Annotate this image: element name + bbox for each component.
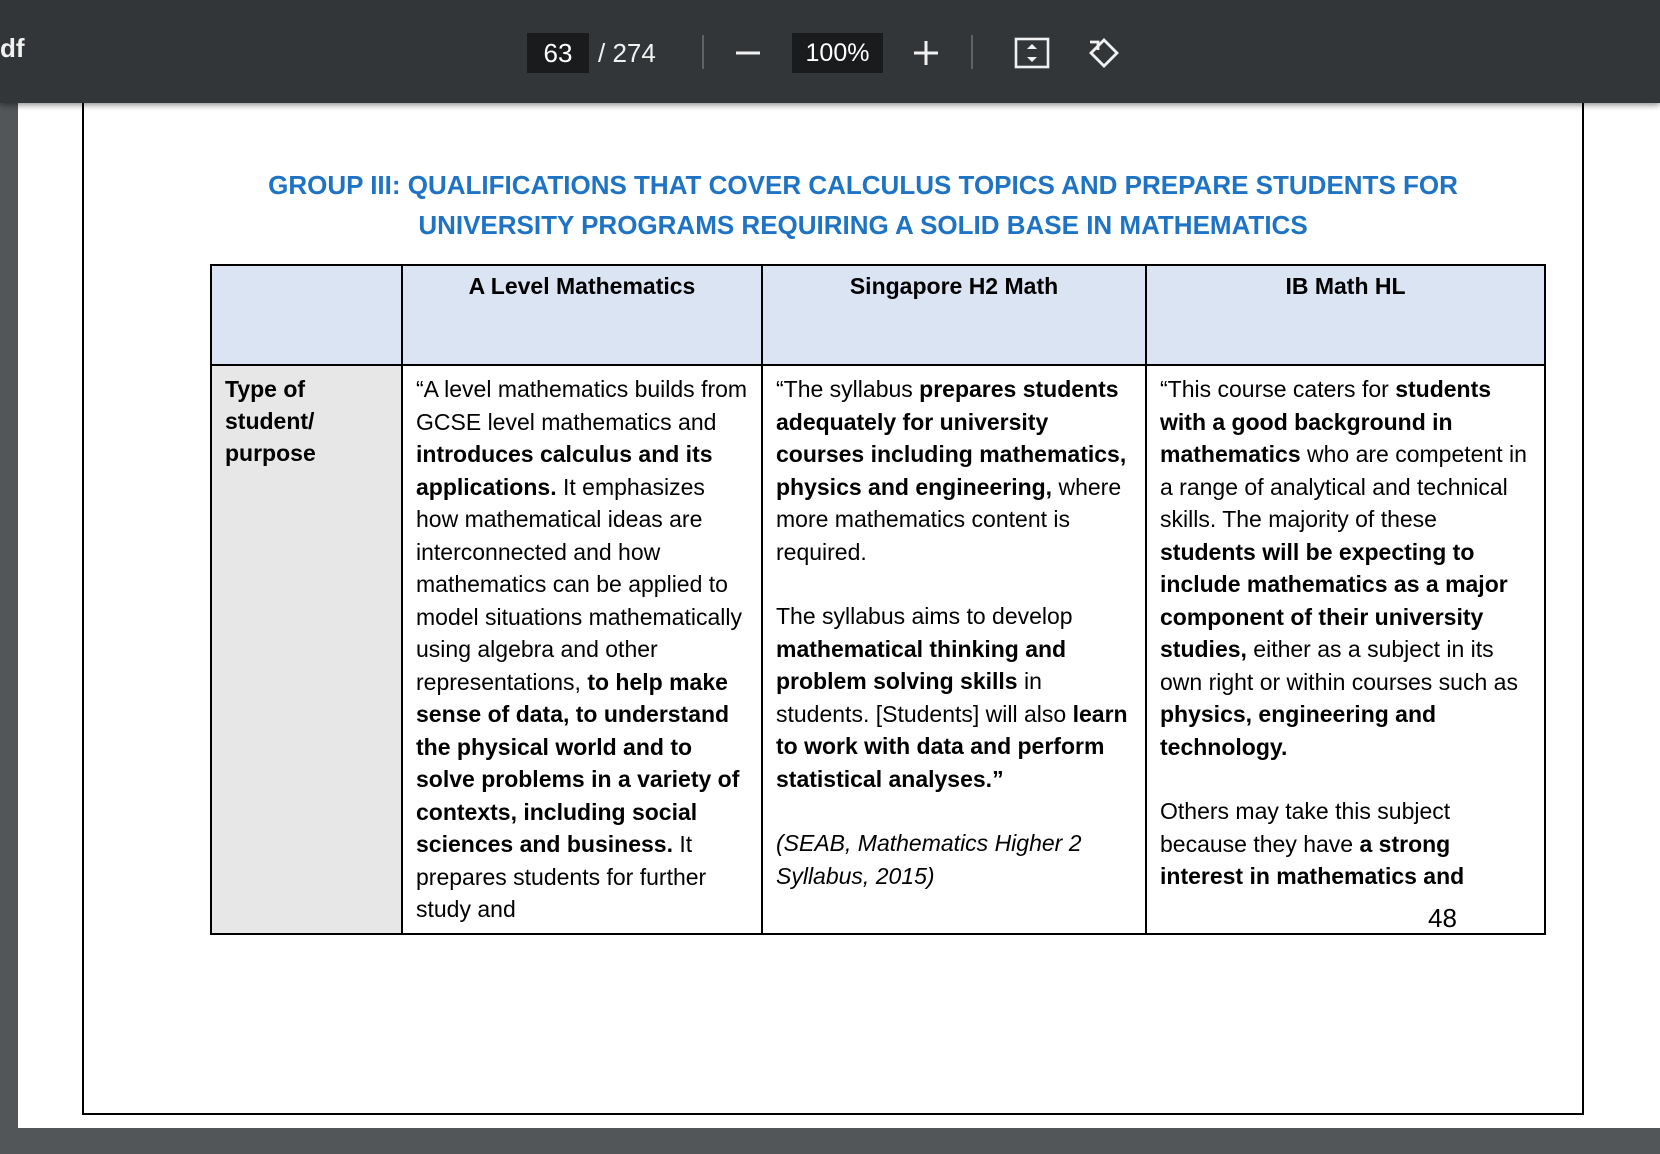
table-row (211, 365, 1545, 934)
rotate-button[interactable] (1082, 31, 1126, 75)
h2-citation: (SEAB, Mathematics Higher 2 Syllabus, 2015) (776, 830, 1082, 889)
text-run-bold: to help make sense of data, to understand the physical world and to solve problems in a variety of contexts, including social sciences and business. (416, 668, 740, 857)
rotate-icon (1085, 34, 1123, 72)
column-header-ib-math-hl: IB Math HL (1146, 265, 1545, 365)
document-title: df (0, 33, 25, 63)
text-run: where more mathematics content is required. (776, 473, 1122, 565)
text-run-bold: introduces calculus and its applications. (416, 441, 713, 500)
toolbar-divider (702, 35, 704, 69)
cell-ib-math-hl (1146, 365, 1545, 934)
text-run-bold: students with a good background in mathematics (1160, 376, 1492, 467)
qualification-comparison-table (210, 264, 1546, 935)
page-number: 48 (1428, 903, 1457, 933)
column-header-a-level: A Level Mathematics (402, 265, 762, 365)
section-heading-line-2: UNIVERSITY PROGRAMS REQUIRING A SOLID BASE IN MATHEMATICS (418, 210, 1308, 240)
zoom-out-button[interactable] (726, 31, 770, 75)
section-heading-line-1: GROUP III: QUALIFICATIONS THAT COVER CALCULUS TOPICS AND PREPARE STUDENTS FOR (268, 170, 1458, 200)
column-header-h2-math: Singapore H2 Math (762, 265, 1146, 365)
page-total: / 274 (598, 38, 656, 68)
table-header-corner (211, 265, 402, 365)
text-run: “The syllabus (776, 376, 920, 402)
text-run-bold: mathematical thinking and problem solving skills (776, 635, 1067, 694)
paragraph-gap (776, 795, 1132, 827)
paragraph-gap (776, 568, 1132, 600)
toolbar-divider (971, 35, 973, 69)
text-run: in students. [Students] will also (776, 668, 1073, 727)
cell-h2-math (762, 365, 1146, 934)
h2-paragraph-1 (776, 373, 1132, 568)
text-run-bold: students will be expecting to include mathematics as a major component of their university studies, (1160, 538, 1508, 662)
text-run: who are competent in a range of analytical and technical skills. The majority of these (1160, 441, 1527, 532)
text-run: “A level mathematics builds from GCSE level mathematics and (416, 376, 748, 435)
row-label: Type of student/ purpose (211, 365, 402, 934)
text-run-bold: prepares students adequately for university courses including mathematics, physics and engineering, (776, 376, 1127, 500)
page-number-input[interactable]: 63 (527, 33, 589, 73)
text-run-bold: physics, engineering and technology. (1160, 701, 1437, 760)
text-run: The syllabus aims to develop (776, 603, 1073, 629)
minus-icon (735, 40, 761, 66)
cell-a-level (402, 365, 762, 934)
table-header-row (211, 265, 1545, 365)
text-run-bold: learn to work with data and perform statistical analyses.” (776, 700, 1128, 792)
zoom-level-input[interactable]: 100% (792, 33, 883, 73)
text-run: either as a subject in its own right or within courses such as (1160, 636, 1518, 695)
text-run: Others may take this subject because they have (1160, 798, 1451, 857)
h2-paragraph-2 (776, 600, 1132, 795)
a-level-description (416, 373, 748, 926)
fit-page-icon (1014, 37, 1050, 69)
ib-paragraph-1 (1160, 373, 1531, 763)
fit-page-button[interactable] (1010, 31, 1054, 75)
section-heading (138, 165, 1588, 245)
text-run: “This course caters for (1160, 376, 1396, 402)
text-run-bold: a strong interest in mathematics and (1160, 830, 1465, 889)
pdf-toolbar (0, 0, 1660, 103)
text-run: It prepares students for further study and (416, 831, 707, 922)
text-run: It emphasizes how mathematical ideas are interconnected and how mathematics can be applied to model situations mathematically using algebra and other representations, (416, 473, 742, 695)
ib-paragraph-2 (1160, 795, 1531, 893)
plus-icon (913, 40, 939, 66)
paragraph-gap (1160, 763, 1531, 795)
zoom-in-button[interactable] (904, 31, 948, 75)
pdf-page (18, 103, 1660, 1128)
